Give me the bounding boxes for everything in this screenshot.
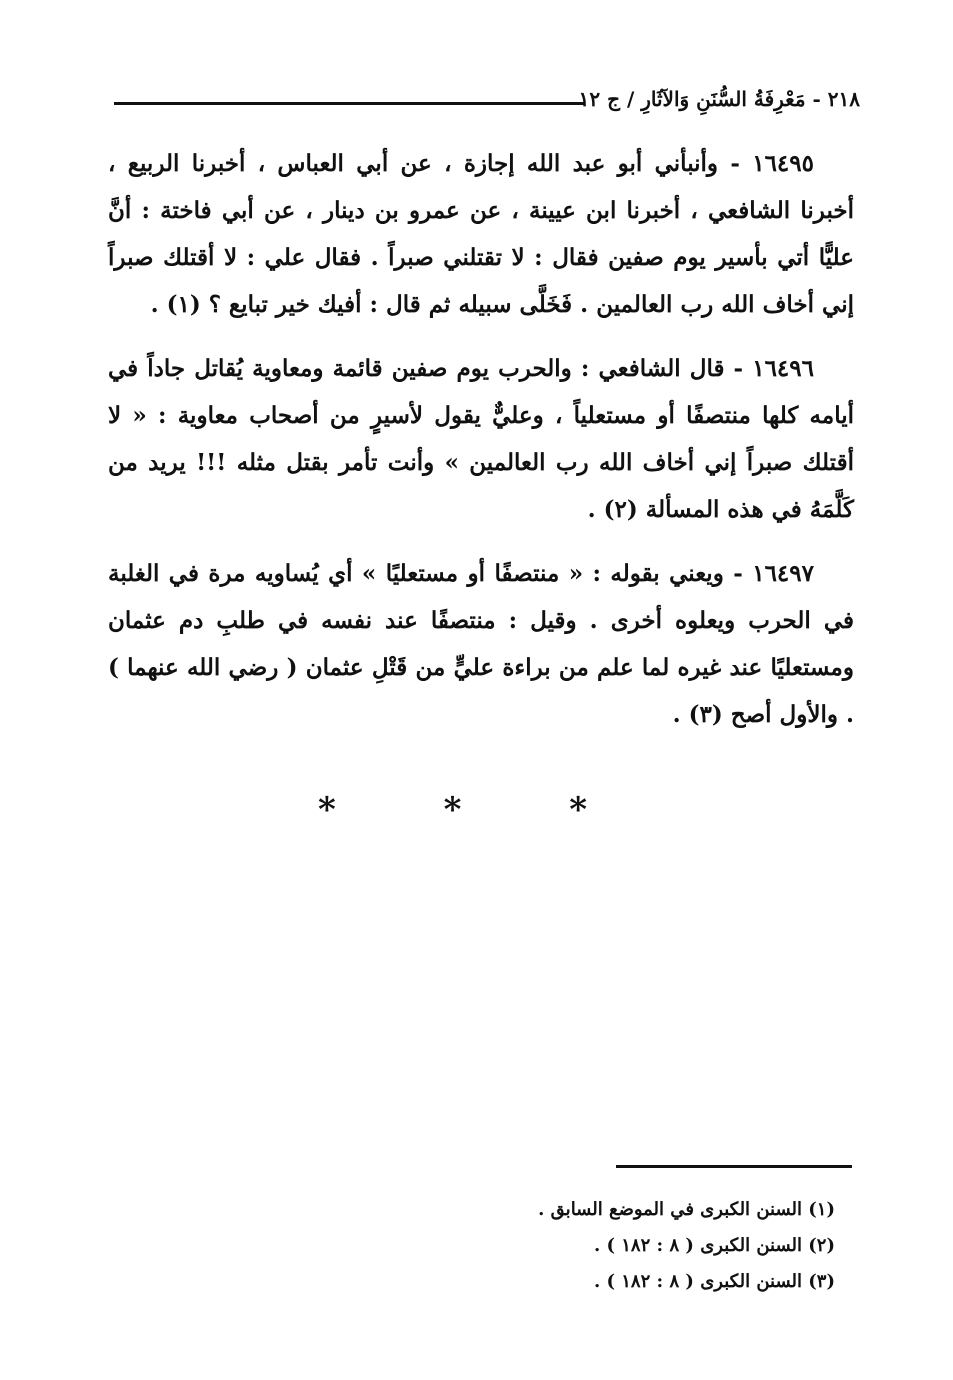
paragraph-16496: ١٦٤٩٦ - قال الشافعي : والحرب يوم صفين قائمة ومعاوية يُقاتل جاداً في أيامه كلها منتصفًا أو مستعلياً ، وعليٌّ يقول لأسيرٍ من أصحاب معاوية : « لا أقتلك صبراً إني أخاف الله رب العالمين » وأنت تأمر بقتل مثله !!! يريد من كَلَّمَهُ في هذه المسألة (٢) .: [108, 355, 854, 523]
footnote-1: (١) السنن الكبرى في الموضع السابق .: [538, 1199, 835, 1220]
footnotes: [330, 1192, 835, 1300]
header-rule: [114, 102, 584, 105]
running-header: [114, 84, 860, 114]
footnote-rule: [616, 1165, 852, 1168]
header-title: ٢١٨ - مَعْرِفَةُ السُّنَنِ وَالآثَارِ / ج ١٢: [578, 87, 860, 111]
paragraph-16497: ١٦٤٩٧ - ويعني بقوله : « منتصفًا أو مستعليًا » أي يُساويه مرة في الغلبة في الحرب ويعلوه أخرى . وقيل : منتصفًا عند نفسه في طلبِ دم عثمان ومستعليًا عند غيره لما علم من براءة عليٍّ من قَتْلِ عثمان ( رضي الله عنهما ) . والأول أصح (٣) .: [108, 560, 854, 728]
paragraph-16495: ١٦٤٩٥ - وأنبأني أبو عبد الله إجازة ، عن أبي العباس ، أخبرنا الربيع ، أخبرنا الشافعي ، أخبرنا ابن عيينة ، عن عمرو بن دينار ، عن أبي فاختة : أنَّ عليًّا أتي بأسير يوم صفين فقال : لا تقتلني صبراً . فقال علي : لا أقتلك صبراً إني أخاف الله رب العالمين . فَخَلَّى سبيله ثم قال : أفيك خير تبايع ؟ (١) .: [108, 150, 854, 318]
section-separator: * * *: [317, 790, 635, 830]
main-text: [108, 140, 854, 755]
footnote-2: (٢) السنن الكبرى ( ٨ : ١٨٢ ) .: [593, 1235, 835, 1256]
footnote-3: (٣) السنن الكبرى ( ٨ : ١٨٢ ) .: [593, 1271, 835, 1292]
